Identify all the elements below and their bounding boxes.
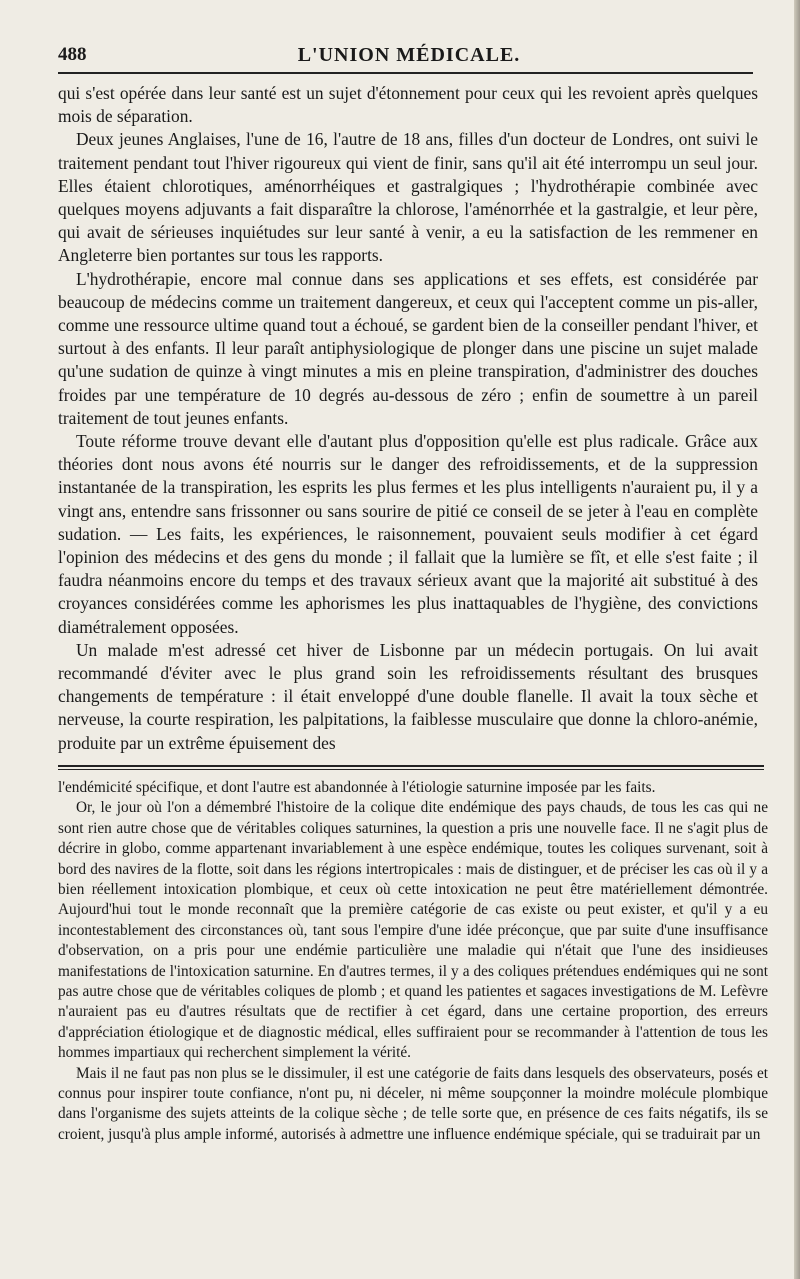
page-header — [58, 40, 760, 70]
main-paragraph: Toute réforme trouve devant elle d'autant plus d'opposition qu'elle est plus radicale. Grâce aux théories dont nous avons été nourris sur le danger des refroidissements, et de la suppression instantanée de la transpiration, les esprits les plus fermes et les plus intelligents n'auraient pu, il y a vingt ans, entendre sans frissonner ou sans sourire de pitié ce conseil de se jeter à l'eau en complète sudation. — Les faits, les expériences, le raisonnement, pouvaient seuls modifier à cet égard l'opinion des médecins et des gens du monde ; il fallait que la lumière se fît, et elle s'est faite ; il faudra néanmoins encore du temps et des travaux sérieux avant que la majorité ait substitué à des croyances considérées comme les aphorismes les plus inattaquables de l'hygiène, des convictions diamétralement opposées. — [58, 431, 758, 637]
page-edge-shadow — [794, 0, 800, 1279]
footnote-paragraph: l'endémicité spécifique, et dont l'autre est abandonnée à l'étiologie saturnine imposée par les faits. — [58, 778, 656, 796]
main-paragraph: Deux jeunes Anglaises, l'une de 16, l'autre de 18 ans, filles d'un docteur de Londres, ont suivi le traitement pendant tout l'hiver rigoureux qui vient de finir, sans qu'il ait été interrompu un seul jour. Elles étaient chlorotiques, aménorrhéiques et gastralgiques ; l'hydrothérapie combinée avec quelques moyens adjuvants a fait disparaître la chlorose, l'aménorrhée et la gastralgie, et leur père, qui avait de sérieuses inquiétudes sur leur santé à venir, a eu la satisfaction de les remmener en Angleterre bien portantes sur tous les rapports. — [58, 129, 758, 266]
main-text — [58, 82, 758, 755]
header-rule — [58, 72, 753, 74]
footnote-paragraph: Or, le jour où l'on a démembré l'histoire de la colique dite endémique des pays chauds, de tous les cas qui ne sont rien autre chose que de véritables coliques saturnines, la question a pris une nouvelle face. Il ne s'agit plus de décrire in globo, comme appartenant invariablement à une espèce endémique, toutes les coliques survenant, soit à bord des navires de la flotte, soit dans les régions intertropicales : mais de distinguer, et de préciser les cas où il y a bien réellement intoxication plombique, et ceux où cette intoxication ne peut être matériellement démontrée. Aujourd'hui tout le monde reconnaît que la première catégorie de cas existe ou peut exister, et qu'il y a eu incontestablement des circonstances où, tant sous l'empire d'une idée préconçue, que par suite d'une insuffisance d'observation, on a pris pour une endémie particulière une maladie qui n'était que l'une des insidieuses manifestations de l'intoxication saturnine. En d'autres termes, il y a des coliques prétendues endémiques qui ne sont pas autre chose que de véritables coliques de plomb ; et quand les patientes et sagaces investigations de M. Lefèvre n'auraient pas eu d'autres résultats que de rectifier à cet égard, dans une certaine proportion, des erreurs d'appréciation étiologique et de diagnostic médical, elles suffiraient pour se recommander à l'attention de tous les hommes impartiaux qui recherchent simplement la vérité. — [58, 799, 768, 1062]
footnote-separator — [58, 765, 764, 770]
main-paragraph: L'hydrothérapie, encore mal connue dans ses applications et ses effets, est considérée par beaucoup de médecins comme un traitement dangereux, et ceux qui l'acceptent comme un pis-aller, comme une ressource ultime quand tout a échoué, se gardent bien de la conseiller pendant l'hiver, et surtout à des enfants. Il leur paraît antiphysiologique de plonger dans une piscine un sujet malade qu'une sudation de quinze à vingt minutes a mis en pleine transpiration, d'administrer des douches froides par une température de 10 degrés au-dessous de zéro ; enfin de soumettre à un pareil traitement de tout jeunes enfants. — [58, 268, 758, 428]
footnote-text — [58, 778, 768, 1145]
main-paragraph: qui s'est opérée dans leur santé est un sujet d'étonnement pour ceux qui les revoient après quelques mois de séparation. — [58, 83, 758, 127]
footnote-paragraph: Mais il ne faut pas non plus se le dissimuler, il est une catégorie de faits dans lesquels des observateurs, posés et connus pour inspirer toute confiance, n'ont pu, ni déceler, ni même soupçonner la moindre molécule plombique dans l'organisme des sujets atteints de la colique sèche ; de telle sorte que, en présence de ces faits négatifs, ils se croient, jusqu'à plus ample informé, autorisés à admettre une influence endémique spéciale, qui se traduirait par un — [58, 1064, 768, 1143]
page-number: 488 — [58, 44, 87, 65]
running-title: L'UNION MÉDICALE. — [297, 44, 521, 66]
main-paragraph: Un malade m'est adressé cet hiver de Lisbonne par un médecin portugais. On lui avait recommandé d'éviter avec le plus grand soin les refroidissements résultant des brusques changements de température : il était enveloppé d'une double flanelle. Il avait la toux sèche et nerveuse, la courte respiration, les palpitations, la faiblesse musculaire que donne la chloro-anémie, produite par un extrême épuisement des — [58, 639, 758, 753]
